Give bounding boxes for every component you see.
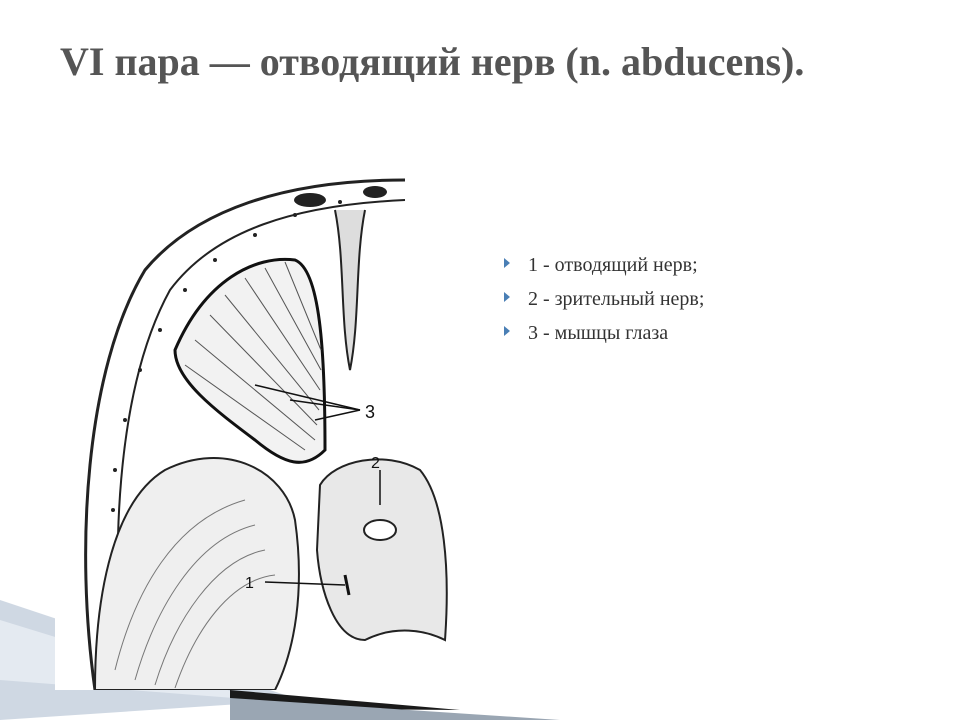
bullet-text: 1 - отводящий нерв; [528,254,698,276]
legend-bullet-list [500,248,900,350]
label-1: 1 [245,575,254,592]
bullet-text: 3 - мышцы глаза [528,322,669,344]
slide-title: VI пара — отводящий нерв (n. abducens). [60,39,805,84]
triangle-bullet-icon [504,326,510,336]
label-3: 3 [365,402,376,422]
list-item [500,248,900,282]
list-item [500,282,900,316]
triangle-bullet-icon [504,258,510,268]
triangle-bullet-icon [504,292,510,302]
abducens-nerve-illustration [55,170,475,690]
list-item [500,316,900,350]
bullet-text: 2 - зрительный нерв; [528,288,705,310]
label-2: 2 [371,455,380,472]
